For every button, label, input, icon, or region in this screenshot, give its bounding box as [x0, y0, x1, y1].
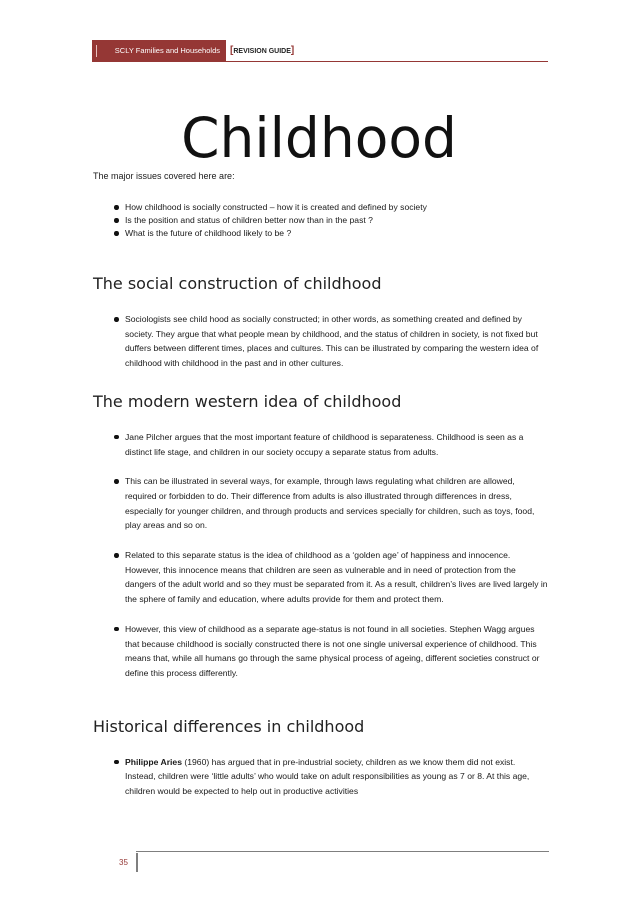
bullet-icon [114, 479, 119, 484]
guide-bracket-open: [ [230, 45, 234, 56]
paragraph-text: Jane Pilcher argues that the most important feature of childhood is separateness. Childhood is seen as a distinct life stage, and children in our society occupy a separate status from adults. [125, 431, 524, 457]
section-heading: The modern western idea of childhood [93, 391, 402, 411]
guide-bracket-close: ] [290, 45, 295, 56]
paragraph-text: (1960) has argued that in pre-industrial society, children as we know them did not exist. Instead, children were ‘little adults’ who would take on adult responsibilities as young as 7 or 8. At this age, children would be expected to help out in productive activities [125, 756, 530, 797]
intro-text: The major issues covered here are: [93, 171, 235, 181]
page-number: 35 [119, 858, 128, 867]
intro-list [93, 201, 548, 240]
footer-bar [136, 853, 138, 872]
footer-rule [136, 851, 549, 852]
bullet-icon [114, 317, 119, 322]
author-name: Philippe Aries [125, 756, 182, 767]
list-item [93, 622, 548, 681]
paragraph-text: This can be illustrated in several ways, for example, through laws regulating what children are allowed, required or forbidden to do. Their difference from adults is also illustrated through differences in dress, especially for younger children, and through products and services specially for children, such as toys, food, play areas and so on. [125, 476, 535, 531]
document-body [93, 170, 548, 799]
bullet-icon [114, 760, 119, 765]
bullet-icon [114, 231, 119, 236]
list-item [93, 312, 548, 371]
bullet-icon [114, 435, 119, 440]
section-list [93, 430, 548, 681]
bullet-icon [114, 553, 119, 558]
list-item [93, 201, 548, 214]
list-item [93, 474, 548, 533]
header-rule [226, 61, 548, 62]
bullet-icon [114, 205, 119, 210]
list-item [93, 227, 548, 240]
paragraph-text: Related to this separate status is the idea of childhood as a ‘golden age’ of happiness and innocence. However, this innocence means that children are seen as vulnerable and in need of protection from the dangers of the adult world and so they must be separated from it. As a result, children’s lives are lived largely in the sphere of family and education, where adults provide for them and protect them. [125, 550, 548, 605]
page-header [92, 40, 548, 62]
paragraph-text: Sociologists see child hood as socially constructed; in other words, as something created and defined by society. They argue that what people mean by childhood, and the status of children in society, is not fixed but duffers between different times, places and cultures. This can be illustrated by comparing the western idea of childhood with childhood in the past and in other cultures. [125, 314, 539, 369]
section-list [93, 312, 548, 371]
list-item [93, 548, 548, 607]
list-item-text: Is the position and status of children better now than in the past ? [125, 215, 373, 225]
list-item [93, 430, 548, 459]
bullet-icon [114, 627, 119, 632]
list-item [93, 214, 548, 227]
header-guide-label [230, 44, 294, 59]
paragraph-text: However, this view of childhood as a separate age-status is not found in all societies. Stephen Wagg argues that because childhood is socially constructed there is not one single universal experience of childhood. This means that, while all humans go through the same physical process of ageing, different societies construct or define this process differently. [125, 623, 540, 678]
header-tab: SCLY Families and Households [92, 40, 226, 62]
guide-text: REVISION GUIDE [233, 48, 291, 55]
list-item-text: How childhood is socially constructed – how it is created and defined by society [125, 202, 427, 212]
section-list [93, 755, 548, 799]
section-heading: The social construction of childhood [93, 274, 382, 293]
section-heading: Historical differences in childhood [93, 716, 365, 736]
list-item-text: What is the future of childhood likely to be ? [125, 228, 292, 238]
bullet-icon [114, 218, 119, 223]
page-title: Childhood [181, 106, 457, 170]
list-item [93, 755, 548, 799]
